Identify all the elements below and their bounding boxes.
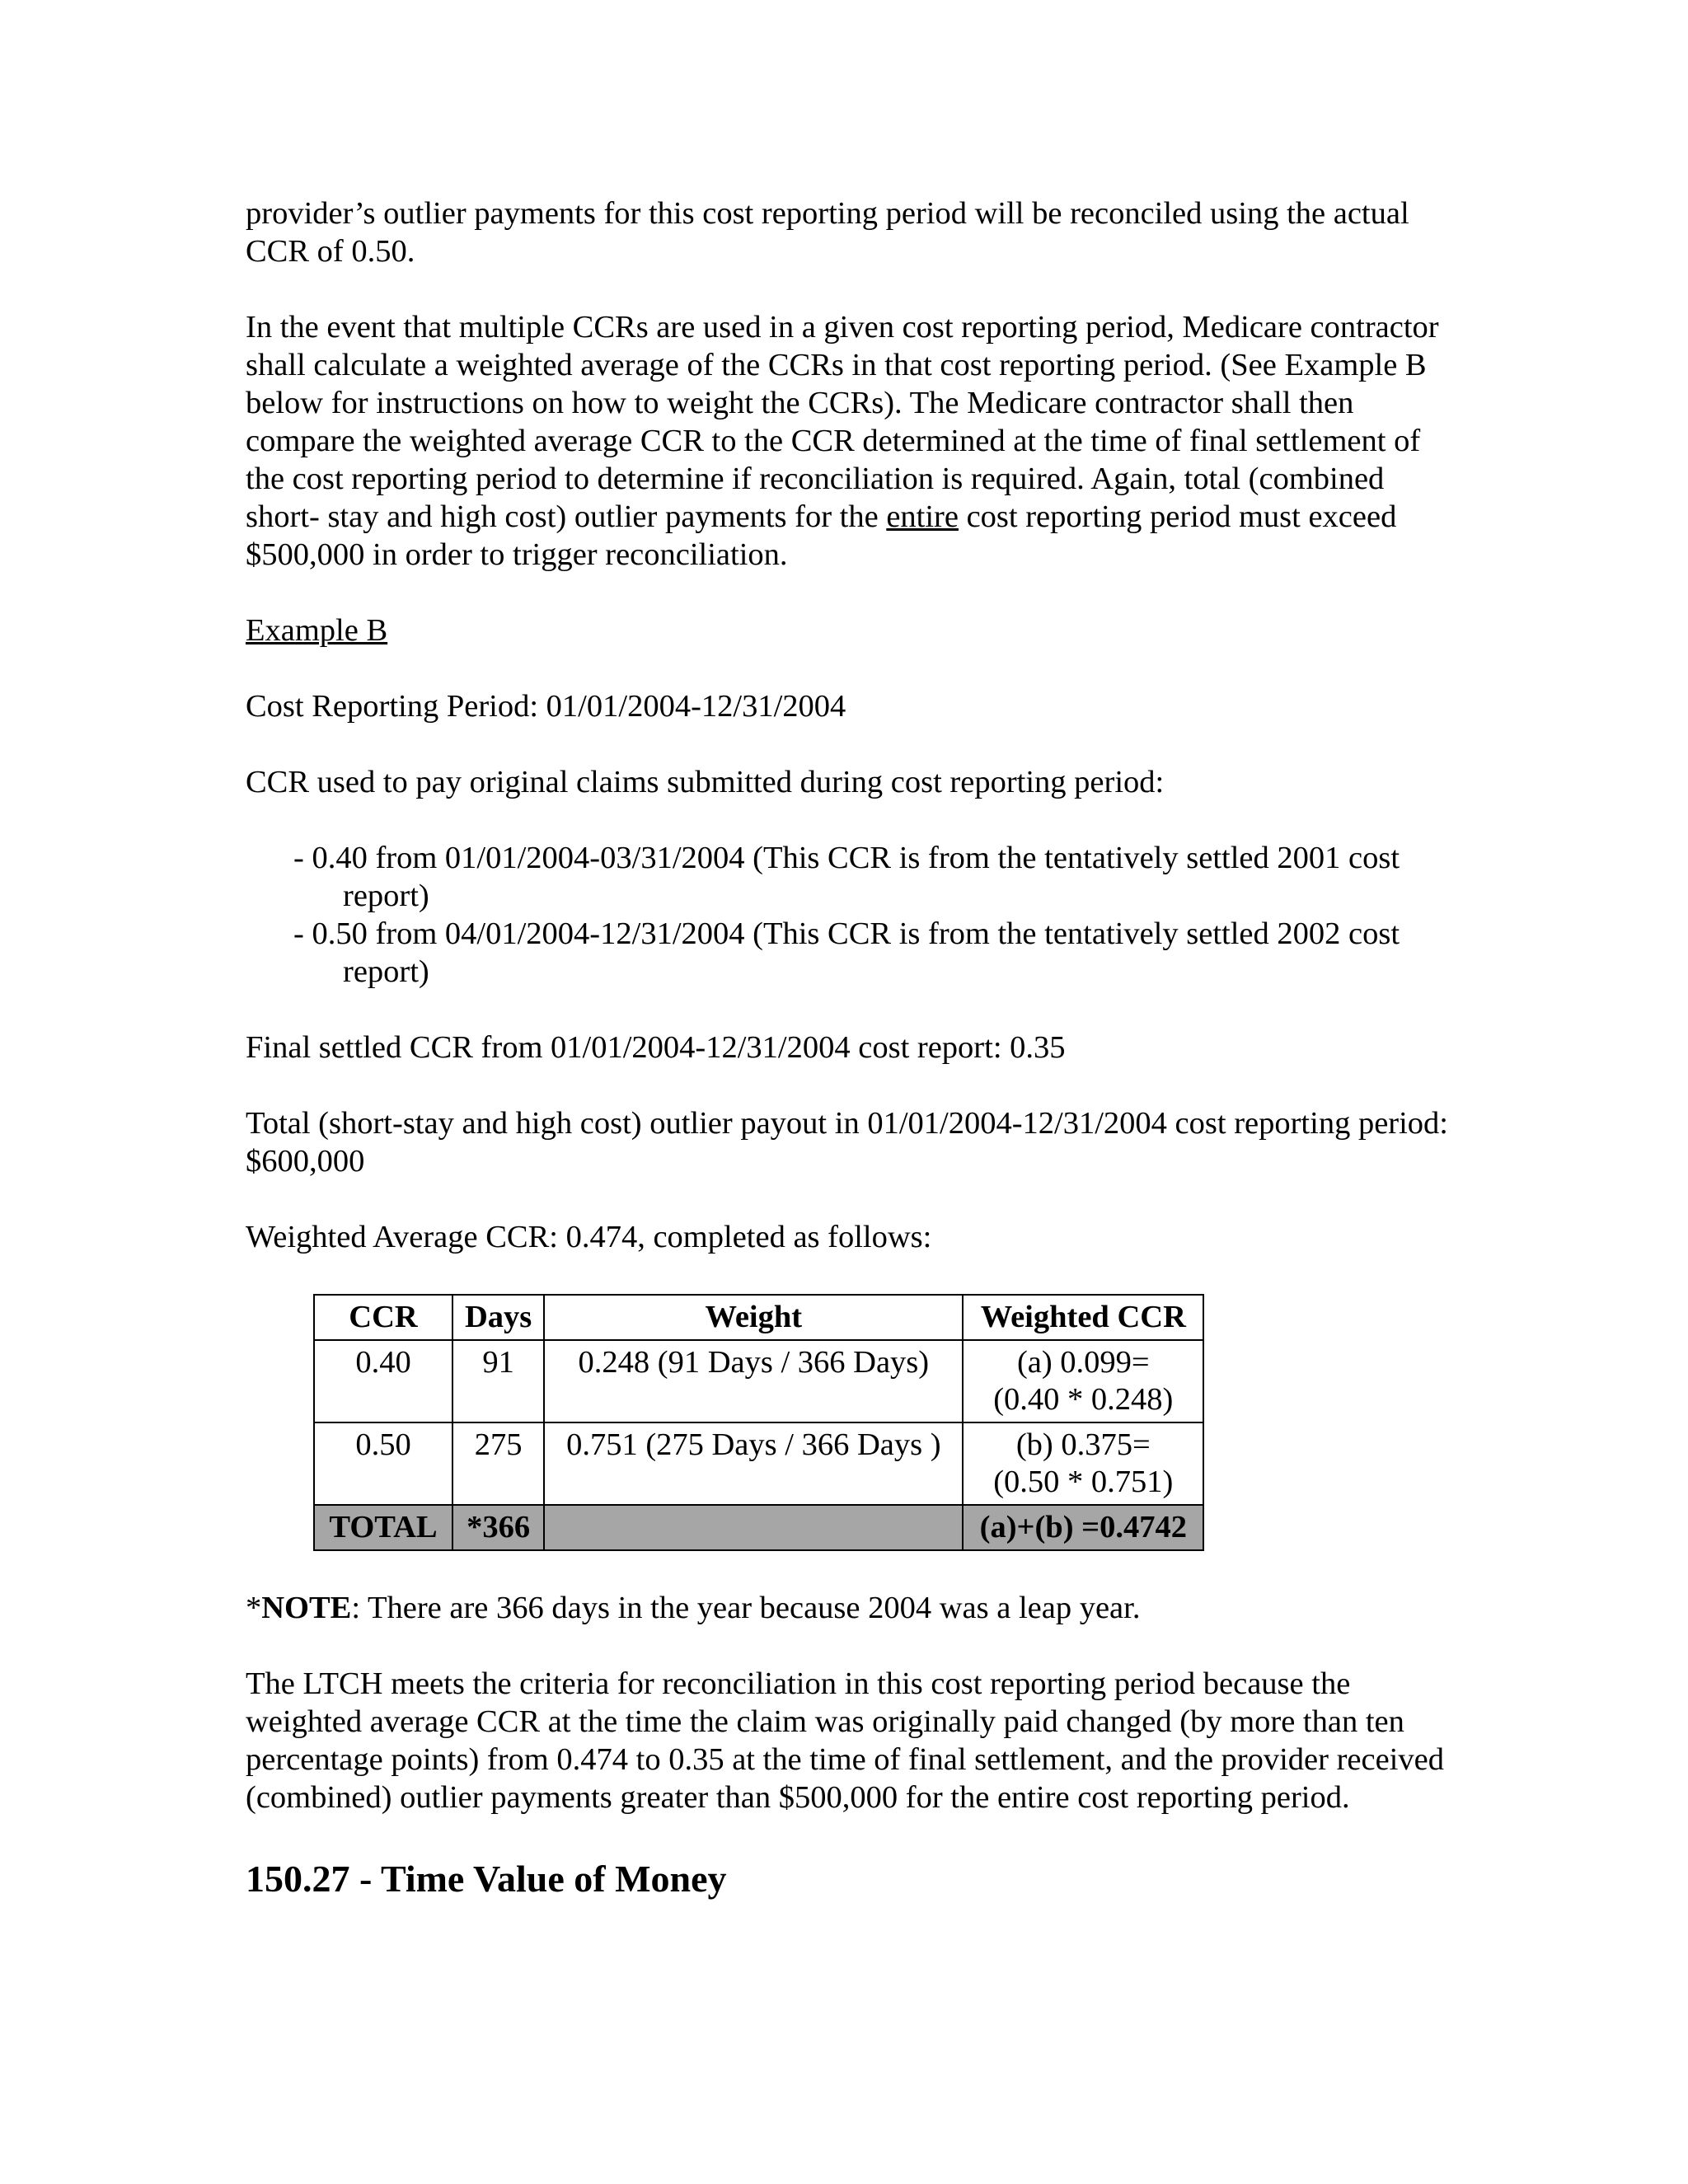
cell-total-weighted-ccr: (a)+(b) =0.4742 [963,1505,1203,1550]
cell-total-label: TOTAL [314,1505,452,1550]
paragraph-reconciled-ccr: provider’s outlier payments for this cost reporting period will be reconciled using the actual CCR of 0.50. [246,196,1409,269]
table-header-row [314,1295,1203,1340]
cell-ccr: 0.40 [314,1340,452,1422]
cell-weight: 0.248 (91 Days / 366 Days) [544,1340,963,1422]
table-row [314,1340,1203,1422]
weighted-average-intro: Weighted Average CCR: 0.474, completed as follows: [246,1220,932,1254]
ccr-list [246,839,1449,991]
section-heading: 150.27 - Time Value of Money [246,1858,727,1900]
ccr-intro: CCR used to pay original claims submitted during cost reporting period: [246,765,1165,799]
weighted-ccr-line-1: (b) 0.375= [1015,1427,1151,1462]
paragraph-multiple-ccrs-text-b: cost reporting period must exceed $500,000 in order to trigger reconciliation. [246,499,1397,572]
cell-total-weight [544,1505,963,1550]
cell-days: 275 [452,1422,544,1505]
table-total-row [314,1505,1203,1550]
table-row [314,1422,1203,1505]
list-item: - 0.50 from 04/01/2004-12/31/2004 (This CCR is from the tentatively settled 2002 cost report) [293,916,1400,989]
cell-total-days: *366 [452,1505,544,1550]
paragraph-multiple-ccrs [246,308,1449,574]
cell-weighted-ccr [963,1340,1203,1422]
header-weight: Weight [544,1295,963,1340]
header-ccr: CCR [314,1295,452,1340]
underlined-entire: entire [886,499,959,534]
cell-weighted-ccr [963,1422,1203,1505]
note-text: : There are 366 days in the year because 2004 was a leap year. [351,1591,1141,1625]
cell-days: 91 [452,1340,544,1422]
weighted-ccr-line-1: (a) 0.099= [1016,1345,1150,1380]
cell-weight: 0.751 (275 Days / 366 Days ) [544,1422,963,1505]
conclusion-paragraph: The LTCH meets the criteria for reconciliation in this cost reporting period because the weighted average CCR at the time the claim was originally paid changed (by more than ten percentage points) from 0.474 to 0.35 at the time of final settlement, and the provider received (combined) outlier payments greater than $500,000 for the entire cost reporting period. [246,1666,1444,1815]
weighted-ccr-table [313,1294,1204,1551]
cell-ccr: 0.50 [314,1422,452,1505]
note-label: NOTE [261,1591,352,1625]
document-page [246,194,1449,1904]
note-asterisk: * [246,1591,262,1625]
example-heading: Example B [246,613,388,648]
weighted-ccr-line-2: (0.50 * 0.751) [993,1465,1174,1499]
total-outlier-payout: Total (short-stay and high cost) outlier payout in 01/01/2004-12/31/2004 cost reporting period: $600,000 [246,1106,1448,1179]
weighted-ccr-table-wrapper [313,1294,1449,1551]
header-days: Days [452,1295,544,1340]
list-item: - 0.40 from 01/01/2004-03/31/2004 (This CCR is from the tentatively settled 2001 cost report) [293,841,1400,913]
weighted-ccr-line-2: (0.40 * 0.248) [993,1382,1174,1417]
header-weighted-ccr: Weighted CCR [963,1295,1203,1340]
final-settled-ccr: Final settled CCR from 01/01/2004-12/31/2004 cost report: 0.35 [246,1030,1066,1065]
leap-year-note [246,1589,1449,1627]
cost-reporting-period: Cost Reporting Period: 01/01/2004-12/31/2004 [246,689,846,724]
paragraph-multiple-ccrs-text-a: In the event that multiple CCRs are used in a given cost reporting period, Medicare contractor shall calculate a weighted average of the CCRs in that cost reporting period. (See Example B below for instructions on how to weight the CCRs). The Medicare contractor shall then compare the weighted average CCR to the CCR determined at the time of final settlement of the cost reporting period to determine if reconciliation is required. Again, total (combined short- stay and high cost) outlier payments for the [246,310,1439,534]
